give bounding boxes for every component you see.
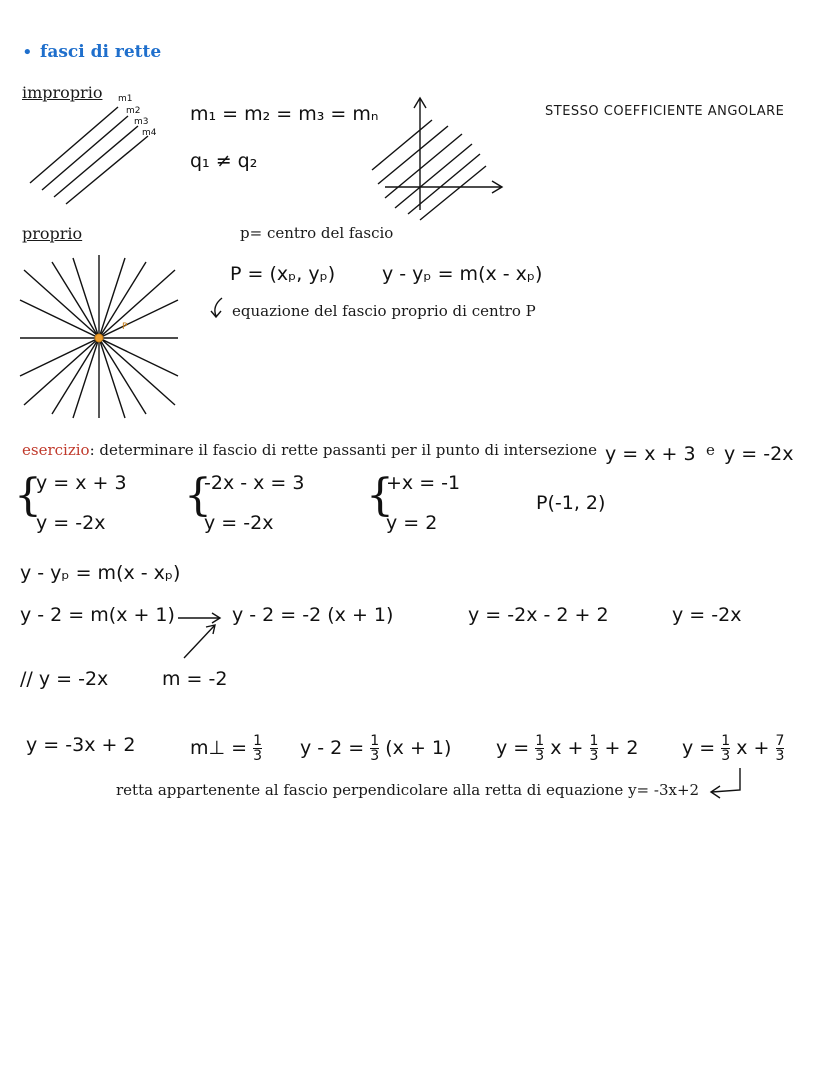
fraction-num: 1 xyxy=(253,733,262,749)
fraction-num: 1 xyxy=(535,733,545,749)
result-equation: y = -2x xyxy=(672,604,742,626)
perp-step2-pre: y = xyxy=(496,737,530,759)
section-title: fasci di rette xyxy=(40,42,162,62)
fascio-formula: y - yₚ = m(x - xₚ) xyxy=(20,562,181,584)
fraction-one-third xyxy=(253,734,262,763)
fraction-num: 1 xyxy=(370,733,380,749)
fraction-num: 7 xyxy=(775,733,785,749)
perpendicular-given-line: y = -3x + 2 xyxy=(26,734,136,756)
fraction-den: 3 xyxy=(535,748,545,764)
q-not-equal: q₁ ≠ q₂ xyxy=(190,150,258,172)
system2-eq1: -2x - x = 3 xyxy=(204,472,305,494)
parallel-lines-axes-sketch xyxy=(372,98,502,220)
equal-slopes-equation: m₁ = m₂ = m₃ = mₙ xyxy=(190,103,379,125)
perp-step1-post: (x + 1) xyxy=(385,737,452,759)
fraction-one-third xyxy=(370,734,379,763)
line-label-m2: m2 xyxy=(126,106,141,116)
fraction-num: 1 xyxy=(589,733,599,749)
fraction-seven-thirds xyxy=(776,734,785,763)
exercise-conj: e xyxy=(706,441,715,459)
improprio-label: improprio xyxy=(22,83,103,102)
same-slope-note: STESSO COEFFICIENTE ANGOLARE xyxy=(545,104,785,119)
system1-eq1: y = x + 3 xyxy=(36,472,127,494)
fascio-equation: y - yₚ = m(x - xₚ) xyxy=(382,263,543,285)
fraction-den: 3 xyxy=(721,748,731,764)
system3-eq2: y = 2 xyxy=(386,512,438,534)
proprio-label: proprio xyxy=(22,224,83,243)
slope-value: m = -2 xyxy=(162,668,228,690)
perp-step1-pre: y - 2 = xyxy=(300,737,365,759)
center-point-p xyxy=(95,334,103,342)
perp-slope-label: m⊥ = xyxy=(190,737,248,759)
fraction-one-third xyxy=(721,734,730,763)
line-label-m4: m4 xyxy=(142,128,157,138)
system2-eq2: y = -2x xyxy=(204,512,274,534)
exercise-statement xyxy=(22,441,597,459)
fraction-den: 3 xyxy=(253,748,262,764)
center-definition: p= centro del fascio xyxy=(240,224,394,242)
fascio-with-point: y - 2 = m(x + 1) xyxy=(20,604,175,626)
fraction-den: 3 xyxy=(775,748,785,764)
parallel-lines-sketch xyxy=(30,107,148,204)
fascio-description: equazione del fascio proprio di centro P xyxy=(232,302,536,320)
exercise-label: esercizio xyxy=(22,441,90,459)
perp-step3-pre: y = xyxy=(682,737,716,759)
system-brace-1: { xyxy=(14,470,42,521)
exercise-text: : determinare il fascio di rette passanti per il punto di intersezione xyxy=(89,441,598,459)
system1-eq2: y = -2x xyxy=(36,512,106,534)
perp-step3-mid: x + xyxy=(736,737,770,759)
perpendicular-slope xyxy=(190,734,262,763)
expanded-equation: y = -2x - 2 + 2 xyxy=(468,604,609,626)
perp-step2-mid: x + xyxy=(550,737,584,759)
perp-step-3 xyxy=(682,734,784,763)
exercise-eq2: y = -2x xyxy=(724,443,794,465)
perp-step2-post: + 2 xyxy=(604,737,639,759)
fraction-one-third xyxy=(535,734,544,763)
exercise-eq1: y = x + 3 xyxy=(605,443,696,465)
parallel-line: // y = -2x xyxy=(20,668,109,690)
line-label-m1: m1 xyxy=(118,94,133,104)
point-label-p: P xyxy=(122,322,128,332)
perp-step-2 xyxy=(496,734,639,763)
conclusion-text: retta appartenente al fascio perpendicolare alla retta di equazione y= -3x+2 xyxy=(116,781,700,799)
fraction-den: 3 xyxy=(370,748,380,764)
fascio-substituted: y - 2 = -2 (x + 1) xyxy=(232,604,394,626)
line-label-m3: m3 xyxy=(134,117,149,127)
bullet: • xyxy=(22,42,33,63)
fraction-den: 3 xyxy=(589,748,599,764)
arrow-diagonal xyxy=(184,625,215,658)
fraction-one-third xyxy=(590,734,599,763)
fraction-num: 1 xyxy=(721,733,731,749)
intersection-point: P(-1, 2) xyxy=(536,492,606,514)
system-brace-3: { xyxy=(366,470,394,521)
perp-step-1 xyxy=(300,734,451,763)
system-brace-2: { xyxy=(184,470,212,521)
point-p-coordinates: P = (xₚ, yₚ) xyxy=(230,263,336,285)
system3-eq1: +x = -1 xyxy=(386,472,461,494)
